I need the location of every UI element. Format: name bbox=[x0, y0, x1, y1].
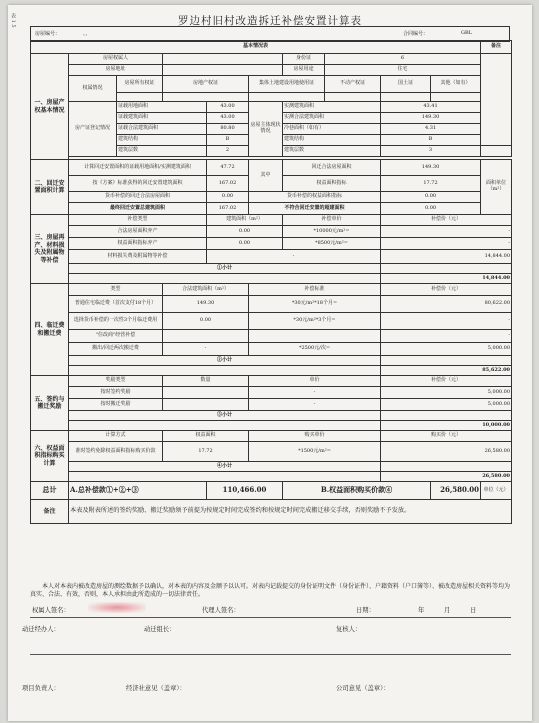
remarks-cell bbox=[481, 54, 512, 146]
id-value: 6 bbox=[325, 54, 481, 65]
sec3-subtotal-fill bbox=[69, 274, 381, 284]
sec6-row-amount: 26,580.00 bbox=[381, 442, 512, 462]
owner-sign-label: 权属人签名： bbox=[32, 607, 70, 614]
main-row-label: 建筑结构 bbox=[283, 135, 381, 146]
sec4-label: 四、临迁费和搬迁费 bbox=[31, 284, 69, 376]
side-mark: 表 1 5 bbox=[10, 13, 16, 28]
remarks-header: 备注 bbox=[481, 41, 512, 54]
sec5-row-qty bbox=[163, 399, 249, 411]
sec4-row-area: 0.00 bbox=[163, 313, 249, 330]
sec5-head: 补偿价（元） bbox=[381, 376, 512, 387]
sec6-head: 权益面积 bbox=[163, 431, 249, 442]
sec3-row-price: *8500元/m²= bbox=[283, 238, 381, 250]
sec3-label: 三、房屋再产、材料损失及附属物等补偿 bbox=[31, 215, 69, 284]
rights-value bbox=[163, 93, 249, 102]
date-month: 月 bbox=[444, 607, 451, 614]
main-row-value: 3 bbox=[381, 146, 481, 157]
form-title: 罗边村旧村改造拆迁补偿安置计算表 bbox=[178, 15, 362, 27]
sec6-row-price: *1500元/m²= bbox=[249, 442, 381, 462]
sec4-row-type: 选择货币补偿的一次性3个月临迁费用 bbox=[69, 313, 163, 330]
sec5-row-amount: 5,000.00 bbox=[381, 387, 512, 399]
sec3-row-amount: - bbox=[381, 238, 512, 250]
sec4-row-type: 搬出/回迁两次搬迁费 bbox=[69, 343, 163, 356]
sec2-r2-value: 167.02 bbox=[207, 176, 249, 192]
rights-value bbox=[117, 93, 163, 102]
use-label: 房屋用途 bbox=[283, 65, 325, 76]
sec2-r4b-label: 不符合回迁安置的超建面积 bbox=[249, 203, 381, 215]
sec4-row-std bbox=[249, 330, 381, 343]
material-amount: 14,844.00 bbox=[381, 250, 512, 264]
sec2-label: 二、回迁安置面积计算 bbox=[31, 160, 69, 215]
sec2-r3b-label: 货币补偿的权益面积指标 bbox=[249, 192, 381, 203]
remark-label: 备注 bbox=[31, 500, 69, 524]
sec4-subtotal-value: 85,622.00 bbox=[381, 366, 512, 376]
sec2-r1-value: 47.72 bbox=[207, 160, 249, 176]
main-label: 房屋主体现状情况 bbox=[249, 102, 283, 157]
sec2-r4b-value: 0.00 bbox=[381, 203, 481, 215]
sec6-row-area: 17.72 bbox=[163, 442, 249, 462]
sec4-row-amount: - bbox=[381, 330, 512, 343]
rights-value bbox=[381, 93, 431, 102]
sec2-r3b-value: 0.00 bbox=[381, 192, 481, 203]
cert-row-label: 证载用地面积 bbox=[117, 102, 207, 113]
sec2-r2b-label: 权益面积指标 bbox=[283, 176, 381, 192]
sec3-head: 补偿价（元） bbox=[381, 215, 512, 226]
main-row-label: 实测建筑面积 bbox=[283, 102, 381, 113]
rights-col: 其他（如有） bbox=[431, 76, 481, 93]
sec4-head: 补偿价（元） bbox=[381, 284, 512, 296]
sec2-r3-value: 0.00 bbox=[207, 192, 249, 203]
sec3-row-area: 0.00 bbox=[207, 226, 283, 238]
use-value: 住宅 bbox=[325, 65, 481, 76]
sec4-row-std: *2500元/次= bbox=[249, 343, 381, 356]
sec2-mid: 其中 bbox=[249, 160, 283, 192]
house-no-value: 、、 bbox=[83, 31, 91, 37]
cert-row-label: 证载合法建筑面积 bbox=[117, 124, 207, 135]
sec5-row-qty bbox=[163, 387, 249, 399]
addr-label: 房屋地址 bbox=[69, 65, 163, 76]
rights-value bbox=[325, 93, 381, 102]
sec2-r4-value: 167.02 bbox=[207, 203, 249, 215]
rights-col: 房地产权证 bbox=[163, 76, 249, 93]
sec3-row-price: *10000元/m²= bbox=[283, 226, 381, 238]
sec2-r1b-value: 149.30 bbox=[381, 160, 481, 176]
leader-label: 动迁组长： bbox=[144, 626, 176, 633]
sec6-subtotal-blank bbox=[381, 462, 512, 472]
divider bbox=[30, 654, 511, 655]
sec5-subtotal-fill bbox=[69, 421, 381, 431]
sec5-head: 奖励类型 bbox=[69, 376, 163, 387]
company-opinion-label: 公司意见（盖章）： bbox=[336, 685, 390, 692]
sec4-subtotal-blank bbox=[381, 356, 512, 366]
sec2-r4-label: 最终回迁安置总建筑面积 bbox=[69, 203, 207, 215]
sec4-row-area bbox=[163, 330, 249, 343]
coop-opinion-label: 经济社意见（盖章）： bbox=[126, 685, 186, 692]
declaration: 本人对本表内被改造房屋的测绘数据予以确认，对本表的内容及金额予以认可。对表内记载提交的身份证明文件（身份证件）、户籍资料（户口簿等）、被改造房屋相关资料等均为真实、合法、有效，否则，本人承担由此所造成的一切法律责任。 bbox=[30, 583, 511, 599]
material-label: 材料损失费及附属物等补偿 bbox=[69, 250, 207, 264]
cert-row-value: 43.00 bbox=[207, 113, 249, 124]
date-year: 年 bbox=[418, 607, 425, 614]
sec5-row-price: - bbox=[249, 387, 381, 399]
sec3-subtotal-value: 14,844.00 bbox=[381, 274, 512, 284]
cert-row-value: 80.80 bbox=[207, 124, 249, 135]
rights-value bbox=[431, 93, 481, 102]
handler-label: 动迁经办人： bbox=[22, 626, 60, 633]
cert-label: 房产证登记情况 bbox=[69, 102, 117, 157]
addr-value bbox=[163, 65, 283, 76]
sec4-row-area: - bbox=[163, 343, 249, 356]
remark-text: 本表及附表所述的签约奖励、搬迁奖励须予前提为按规定时间完成签约和按规定时间完成搬迁移交手续，否则奖励不予发放。 bbox=[69, 500, 512, 524]
contract-no-value: GBL bbox=[461, 30, 472, 36]
main-row-value: 4.31 bbox=[381, 124, 481, 135]
sec6-subtotal-value: 26,580.00 bbox=[381, 472, 512, 482]
total-a-value: 110,466.00 bbox=[207, 482, 283, 500]
sec3-row-label: 权益面积指标弃产 bbox=[69, 238, 207, 250]
sec4-row-std: *30元/m²*18个月= bbox=[249, 296, 381, 313]
contract-no-label: 合同编号： bbox=[403, 31, 429, 37]
cert-row-label: 建筑结构 bbox=[117, 135, 207, 146]
id-label: 身份证 bbox=[283, 54, 325, 65]
main-row-label: 建筑层数 bbox=[283, 146, 381, 157]
total-label: 总计 bbox=[31, 482, 69, 500]
sec6-head: 购买单价 bbox=[249, 431, 381, 442]
sec6-subtotal-label: ④小计 bbox=[69, 462, 381, 472]
sec4-head: 合法建筑面积（m²） bbox=[163, 284, 249, 296]
total-b-value: 26,580.00 bbox=[431, 482, 481, 500]
sec4-row-amount: - bbox=[381, 313, 512, 330]
sec3-head: 补偿类型 bbox=[69, 215, 207, 226]
sec5-head: 单价 bbox=[249, 376, 381, 387]
reviewer-label: 复核人： bbox=[336, 626, 362, 633]
house-no-label: 房屋编号： bbox=[35, 31, 61, 37]
sec2-r1b-label: 回迁合法房屋面积 bbox=[283, 160, 381, 176]
sec1-label: 一、房屋产权基本情况 bbox=[31, 54, 69, 160]
sec4-subtotal-fill bbox=[69, 366, 381, 376]
main-row-value: B bbox=[381, 135, 481, 146]
sec2-r1-label: 计算回迁安置面积的证载用地面积/实测建筑面积 bbox=[69, 160, 207, 176]
sec5-row-amount: 5,000.00 bbox=[381, 399, 512, 411]
cert-row-value: 43.00 bbox=[207, 102, 249, 113]
sec4-row-amount: 5,000.00 bbox=[381, 343, 512, 356]
rights-col: 房屋所有权证 bbox=[117, 76, 163, 93]
cert-row-label: 证载建筑面积 bbox=[117, 113, 207, 124]
sec5-row-type: 按时签约奖励 bbox=[69, 387, 163, 399]
total-b-label: B.权益面积购买价款④ bbox=[283, 482, 431, 500]
cert-row-value: 2 bbox=[207, 146, 249, 157]
basic-header: 基本情况表 bbox=[31, 41, 481, 54]
sec6-row-method: 准时签约免除权益面积指标购买价款 bbox=[69, 442, 163, 462]
owner-value bbox=[163, 54, 283, 65]
sec5-subtotal-blank bbox=[381, 411, 512, 421]
sec4-subtotal-label: ②小计 bbox=[69, 356, 381, 366]
main-row-value: 43.41 bbox=[381, 102, 481, 113]
total-a-label: A.总补偿款①+②+③ bbox=[69, 482, 207, 500]
cert-row-value: B bbox=[207, 135, 249, 146]
sec3-row-label: 合法房屋面积弃产 bbox=[69, 226, 207, 238]
sec3-subtotal-blank bbox=[381, 264, 512, 274]
sec5-subtotal-value: 10,000.00 bbox=[381, 421, 512, 431]
sec2-unit: 面积单位（m²） bbox=[481, 160, 512, 215]
sec5-row-type: 按时搬迁奖励 bbox=[69, 399, 163, 411]
total-unit: 单位（元） bbox=[481, 482, 512, 500]
rights-value bbox=[249, 93, 325, 102]
divider bbox=[30, 617, 511, 618]
sec3-row-area: 0.00 bbox=[207, 238, 283, 250]
sec3-head: 补偿单价 bbox=[283, 215, 381, 226]
sec5-label: 五、签约与搬迁奖励 bbox=[31, 376, 69, 431]
main-row-label: 冷巷面积（如有） bbox=[283, 124, 381, 135]
sec3-subtotal-label: ①小计 bbox=[69, 264, 381, 274]
agent-sign-label: 代理人签名： bbox=[202, 607, 240, 614]
date-label: 日期： bbox=[356, 607, 375, 614]
rights-col: 国土证 bbox=[381, 76, 431, 93]
sec3-row-amount: - bbox=[381, 226, 512, 238]
owner-seal-mark bbox=[88, 602, 146, 613]
sec6-head: 计算方式 bbox=[69, 431, 163, 442]
sec4-row-std: *30元/m²*3个月= bbox=[249, 313, 381, 330]
pm-label: 项目负责人： bbox=[22, 685, 60, 692]
sec6-label: 六、权益面积指标购买计算 bbox=[31, 431, 69, 482]
sec4-row-amount: 80,622.00 bbox=[381, 296, 512, 313]
sec1-unit bbox=[481, 146, 512, 157]
date-day: 日 bbox=[470, 607, 477, 614]
rights-col: 不动产权证 bbox=[325, 76, 381, 93]
sec5-subtotal-label: ③小计 bbox=[69, 411, 381, 421]
sec6-head: 购买价（元） bbox=[381, 431, 512, 442]
main-row-value: 149.30 bbox=[381, 113, 481, 124]
sec3-head: 建筑面积（m²） bbox=[207, 215, 283, 226]
sec5-head: 数量 bbox=[163, 376, 249, 387]
sec6-subtotal-fill bbox=[69, 472, 381, 482]
owner-label: 房屋权属人 bbox=[69, 54, 163, 65]
sec5-row-price: - bbox=[249, 399, 381, 411]
sec2-r2b-value: 17.72 bbox=[381, 176, 481, 192]
sec4-head: 类型 bbox=[69, 284, 163, 296]
compensation-table bbox=[30, 40, 512, 524]
sec4-row-type: "住改商"经营补偿 bbox=[69, 330, 163, 343]
main-row-label: 实测合法建筑面积 bbox=[283, 113, 381, 124]
sec2-r2-label: 按《方案》标准获得的回迁安置建筑面积 bbox=[69, 176, 207, 192]
material-mid: - bbox=[207, 250, 381, 264]
sec2-r3-label: 货币补偿的回迁合法房屋面积 bbox=[69, 192, 207, 203]
sec4-row-area: 149.30 bbox=[163, 296, 249, 313]
cert-row-label: 建筑层数 bbox=[117, 146, 207, 157]
sec4-head: 补偿标准 bbox=[249, 284, 381, 296]
rights-label: 权属情况 bbox=[69, 76, 117, 102]
sec4-row-type: 普通住宅临迁费（首次支付18个月） bbox=[69, 296, 163, 313]
rights-col: 集体土地建设用地使用证 bbox=[249, 76, 325, 93]
